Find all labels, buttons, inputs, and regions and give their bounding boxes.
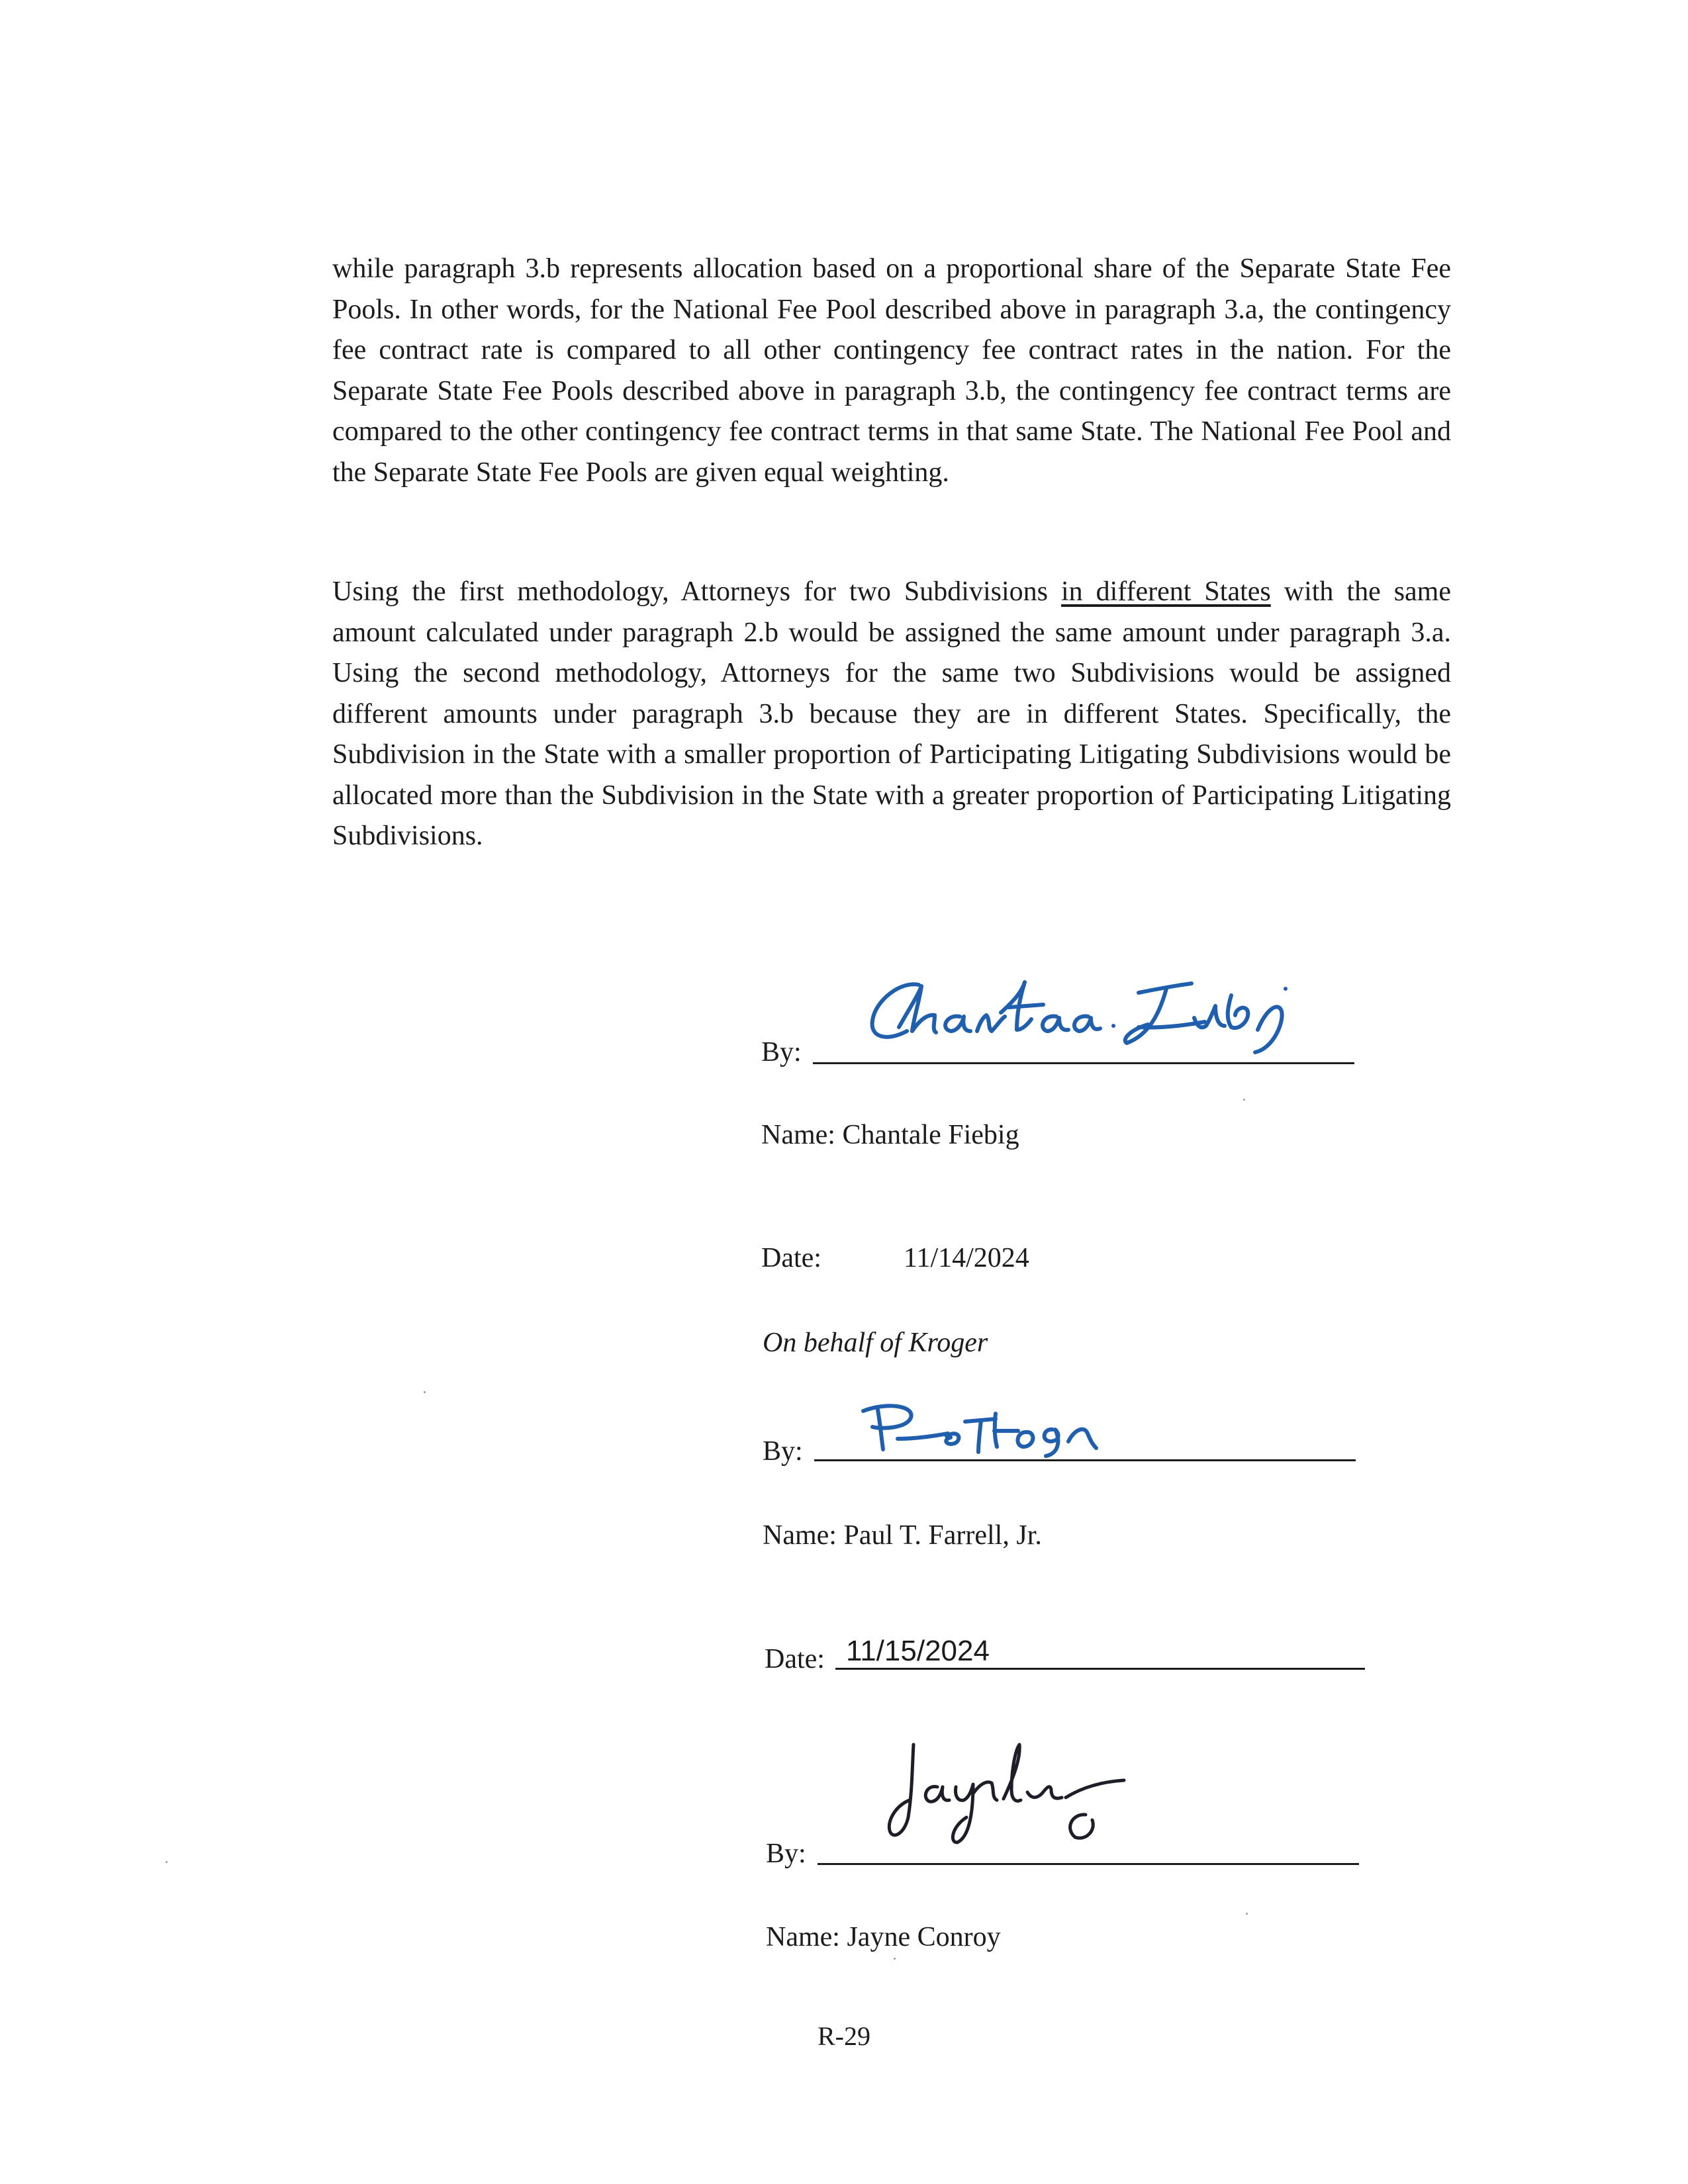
date-value: 11/14/2024 bbox=[904, 1243, 1029, 1273]
paragraph-text-start: Using the first methodology, Attorneys for two Subdivisions bbox=[332, 576, 1061, 607]
paragraph-allocation-methodology: while paragraph 3.b represents allocation based on a proportional share of the Separate State Fee Pools. In other words, for the National Fee Pool described above in paragraph 3.a, the contingency fee contract rate is compared to all other contingency fee contract rates in the nation. For the Separate State Fee Pools described above in paragraph 3.b, the contingency fee contract terms are compared to the other contingency fee contract terms in that same State. The National Fee Pool and the Separate State Fee Pools are given equal weighting. bbox=[332, 253, 1451, 488]
date-label: Date: bbox=[761, 1243, 821, 1273]
scan-speck bbox=[424, 1391, 426, 1393]
signature-image-jayne-conroy bbox=[874, 1721, 1152, 1853]
scan-speck bbox=[894, 1958, 896, 1960]
date-line bbox=[835, 1668, 1365, 1670]
paragraph-methodology-example bbox=[332, 572, 1451, 857]
by-label: By: bbox=[766, 1839, 806, 1869]
signer-name: Name: Paul T. Farrell, Jr. bbox=[763, 1520, 1042, 1551]
signature-line bbox=[818, 1863, 1359, 1865]
scan-speck bbox=[165, 1861, 167, 1863]
signer-name: Name: Jayne Conroy bbox=[766, 1922, 1001, 1952]
signature-image-chantale-fiebig bbox=[861, 966, 1337, 1066]
paragraph-text-end: with the same amount calculated under paragraph 2.b would be assigned the same amount under paragraph 3.a. Using the second methodology, Attorneys for the same two Subdivisions would be assigned different amounts under paragraph 3.b because they are in different States. Specifically, the Subdivision in the State with a smaller proportion of Participating Litigating Subdivisions would be allocated more than the Subdivision in the State with a greater proportion of Participating Litigating Subdivisions. bbox=[332, 576, 1451, 851]
underlined-phrase: in different States bbox=[1060, 576, 1271, 607]
scan-speck bbox=[1246, 1913, 1248, 1915]
signer-name: Name: Chantale Fiebig bbox=[761, 1120, 1019, 1150]
by-label: By: bbox=[763, 1436, 803, 1467]
by-label: By: bbox=[761, 1037, 802, 1068]
on-behalf-of-text: On behalf of Kroger bbox=[763, 1328, 988, 1358]
scan-speck bbox=[1243, 1099, 1245, 1101]
date-label: Date: bbox=[765, 1644, 825, 1674]
date-value: 11/15/2024 bbox=[846, 1635, 990, 1667]
signature-image-paul-farrell bbox=[854, 1396, 1105, 1463]
page-number: R-29 bbox=[818, 2021, 870, 2051]
